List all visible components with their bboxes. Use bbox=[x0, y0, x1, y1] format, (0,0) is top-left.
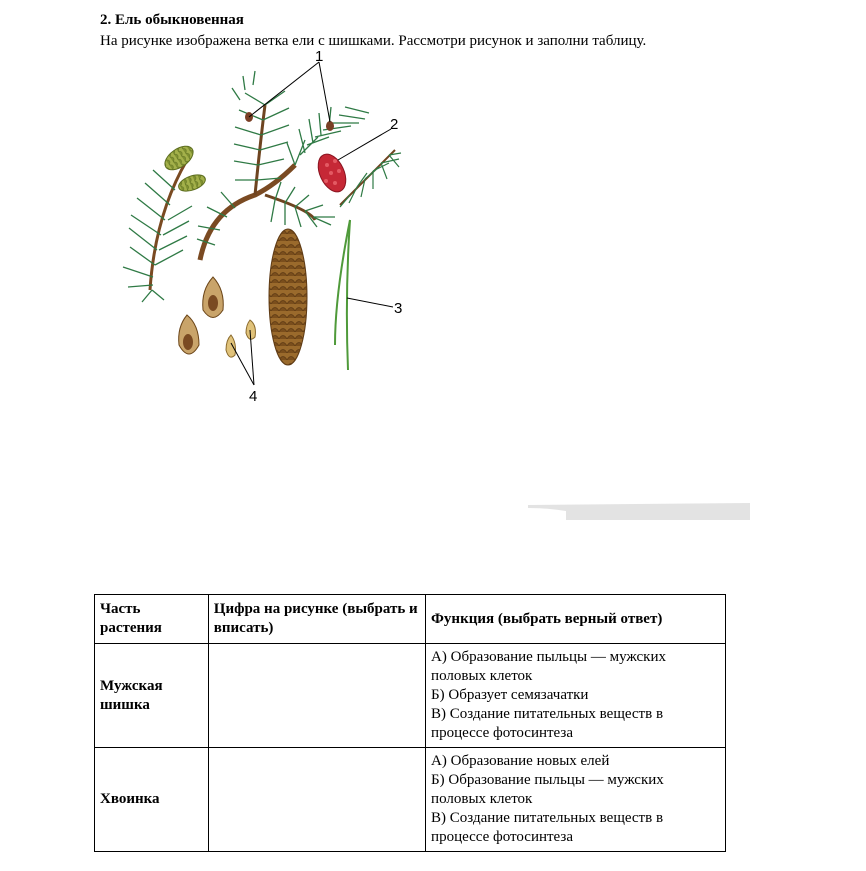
seeds bbox=[179, 277, 256, 357]
answer-table bbox=[94, 594, 726, 852]
callout-1: 1 bbox=[315, 48, 324, 65]
row-part-name: Хвоинка bbox=[95, 748, 209, 852]
gray-artifact-bar bbox=[528, 503, 750, 520]
row-options bbox=[426, 748, 726, 852]
option-a[interactable]: А) Образование новых елей bbox=[431, 753, 610, 769]
option-c[interactable]: В) Создание питательных веществ в процессе фотосинтеза bbox=[431, 810, 664, 845]
callout-3: 3 bbox=[394, 300, 403, 317]
row-options bbox=[426, 644, 726, 748]
option-b[interactable]: Б) Образует семязачатки bbox=[431, 687, 589, 703]
option-b[interactable]: Б) Образование пыльцы — мужских половых клеток bbox=[431, 772, 664, 807]
row-number-cell[interactable] bbox=[208, 644, 425, 748]
option-c[interactable]: В) Создание питательных веществ в процессе фотосинтеза bbox=[431, 706, 664, 741]
table-row bbox=[95, 748, 726, 852]
callout-2: 2 bbox=[390, 116, 399, 133]
header-function: Функция (выбрать верный ответ) bbox=[426, 595, 726, 644]
option-a[interactable]: А) Образование пыльцы — мужских половых клеток bbox=[431, 649, 666, 684]
mature-cone bbox=[269, 229, 307, 365]
row-number-cell[interactable] bbox=[208, 748, 425, 852]
needle bbox=[335, 220, 350, 370]
task-instruction: На рисунке изображена ветка ели с шишками. Рассмотри рисунок и заполни таблицу. bbox=[100, 33, 647, 49]
table-row bbox=[95, 644, 726, 748]
table-header-row bbox=[95, 595, 726, 644]
row-part-name: Мужская шишка bbox=[95, 644, 209, 748]
header-number: Цифра на рисунке (выбрать и вписать) bbox=[208, 595, 425, 644]
right-twig bbox=[340, 150, 401, 207]
callout-4: 4 bbox=[249, 388, 258, 405]
task-heading: 2. Ель обыкновенная bbox=[100, 12, 244, 28]
spruce-branch-figure bbox=[95, 45, 425, 405]
header-part: Часть растения bbox=[95, 595, 209, 644]
